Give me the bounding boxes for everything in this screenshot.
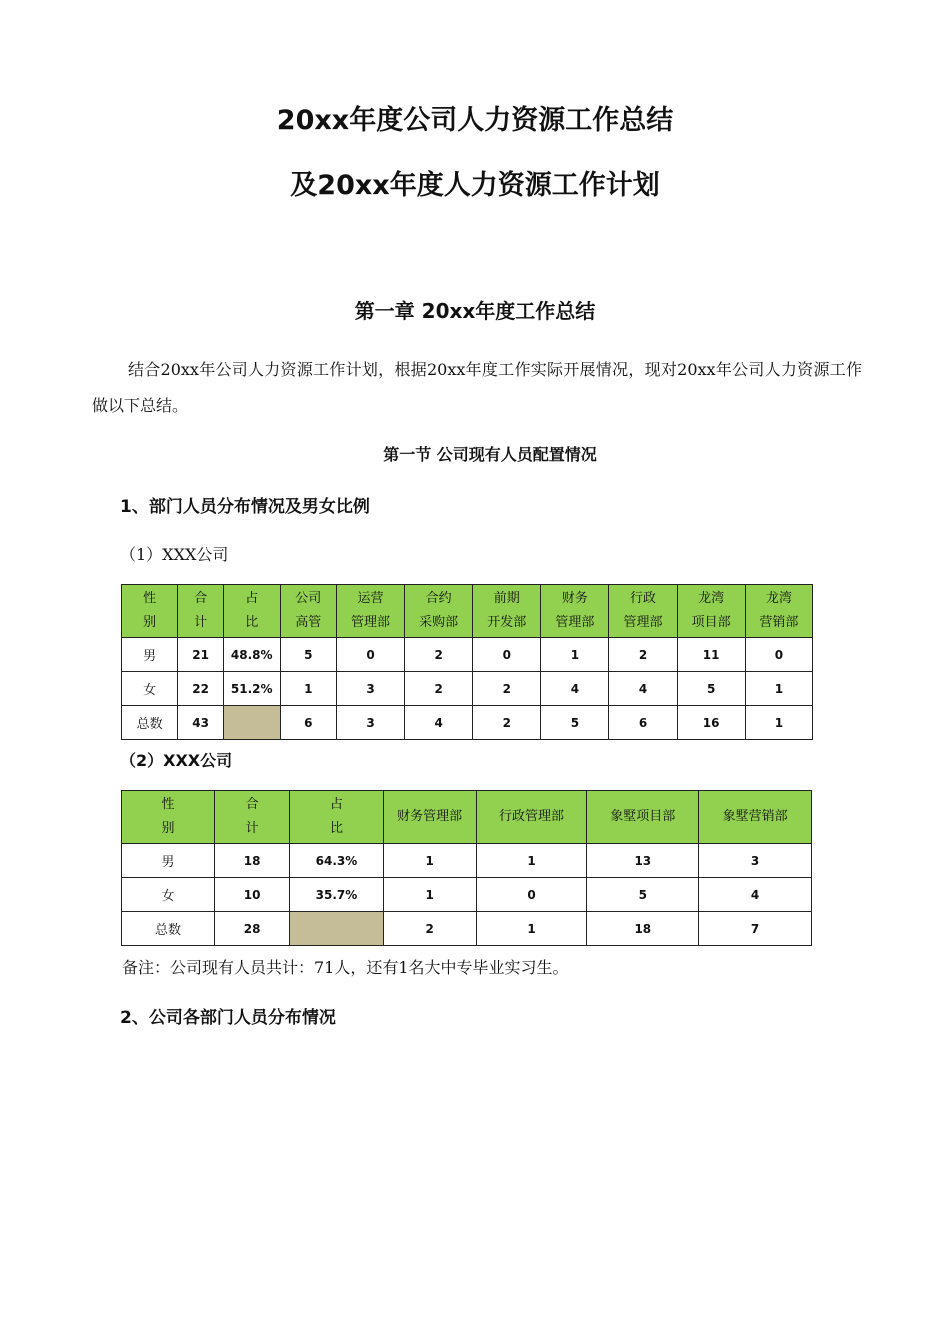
staff-note: 备注：公司现有人员共计：71人，还有1名大中专毕业实习生。 <box>122 958 569 977</box>
table-row <box>122 844 812 878</box>
table-header-cell <box>280 585 336 638</box>
table-row <box>122 672 813 706</box>
table-header-cell <box>178 585 224 638</box>
table-cell: 2 <box>609 638 677 672</box>
table-cell: 2 <box>405 672 473 706</box>
table-header-cell <box>122 791 215 844</box>
header-text: 计 <box>194 615 208 630</box>
table-header-row <box>122 791 812 844</box>
table-cell: 18 <box>587 912 699 946</box>
row-label-cell: 女 <box>122 672 178 706</box>
table-cell: 51.2% <box>223 672 280 706</box>
table-header-cell <box>223 585 280 638</box>
table-cell: 43 <box>178 706 224 740</box>
table-cell: 1 <box>280 672 336 706</box>
table-cell: 10 <box>215 878 290 912</box>
table-cell: 5 <box>587 878 699 912</box>
table-header-cell <box>587 791 699 844</box>
table-cell: 1 <box>745 672 812 706</box>
section-heading: 第一节 公司现有人员配置情况 <box>383 445 597 464</box>
table-row <box>122 878 812 912</box>
table-cell: 4 <box>609 672 677 706</box>
table-cell: 2 <box>473 672 541 706</box>
header-text: 管理部 <box>350 615 390 630</box>
row-label-cell: 男 <box>122 844 215 878</box>
table-row <box>122 706 813 740</box>
header-text: 计 <box>245 821 259 836</box>
table-cell: 48.8% <box>223 638 280 672</box>
item2-heading: 2、公司各部门人员分布情况 <box>120 1008 336 1028</box>
table-cell: 16 <box>677 706 745 740</box>
table-cell: 0 <box>473 638 541 672</box>
item1-heading: 1、部门人员分布情况及男女比例 <box>120 497 370 517</box>
table-header-cell <box>541 585 609 638</box>
header-text: 性 <box>161 797 175 812</box>
table-header-cell <box>336 585 404 638</box>
table-cell: 11 <box>677 638 745 672</box>
header-text: 象墅营销部 <box>722 809 788 824</box>
table-cell: 1 <box>745 706 812 740</box>
header-text: 公司 <box>295 591 322 606</box>
table-cell: 3 <box>336 706 404 740</box>
table-cell: 28 <box>215 912 290 946</box>
table-cell: 2 <box>383 912 476 946</box>
table-header-cell <box>699 791 812 844</box>
table-cell: 1 <box>383 878 476 912</box>
intro-paragraph: 结合20xx年公司人力资源工作计划，根据20xx年度工作实际开展情况，现对20xx年公司人力资源工作做以下总结。 <box>92 360 862 415</box>
table-cell: 2 <box>473 706 541 740</box>
header-text: 采购部 <box>419 615 459 630</box>
header-text: 占 <box>329 797 343 812</box>
row-label-cell: 总数 <box>122 706 178 740</box>
table-header-cell <box>405 585 473 638</box>
table-cell: 4 <box>405 706 473 740</box>
table-cell: 18 <box>215 844 290 878</box>
header-text: 合约 <box>425 591 452 606</box>
table-header-cell <box>473 585 541 638</box>
company1-staff-table <box>121 584 813 740</box>
header-text: 龙湾 <box>698 591 725 606</box>
header-text: 比 <box>329 821 343 836</box>
header-text: 开发部 <box>487 615 527 630</box>
table-cell: 6 <box>280 706 336 740</box>
header-text: 占 <box>245 591 259 606</box>
header-text: 管理部 <box>555 615 595 630</box>
table-cell: 0 <box>336 638 404 672</box>
header-text: 合 <box>194 591 208 606</box>
table-cell: 22 <box>178 672 224 706</box>
table-header-cell <box>745 585 812 638</box>
header-text: 龙湾 <box>765 591 792 606</box>
table-cell: 3 <box>336 672 404 706</box>
header-text: 象墅项目部 <box>610 809 676 824</box>
table-cell: 5 <box>541 706 609 740</box>
company1-label: （1）XXX公司 <box>120 545 229 564</box>
table-header-cell <box>677 585 745 638</box>
header-text: 高管 <box>295 615 322 630</box>
header-text: 别 <box>161 821 175 836</box>
table-cell: 3 <box>699 844 812 878</box>
header-text: 管理部 <box>623 615 663 630</box>
table-cell: 6 <box>609 706 677 740</box>
table-cell: 1 <box>541 638 609 672</box>
table-header-cell <box>609 585 677 638</box>
header-text: 财务管理部 <box>397 809 463 824</box>
header-text: 行政 <box>629 591 656 606</box>
table-header-cell <box>290 791 383 844</box>
chapter-heading: 第一章 20xx年度工作总结 <box>354 299 596 323</box>
row-label-cell: 男 <box>122 638 178 672</box>
table-cell: 0 <box>745 638 812 672</box>
document-title-line2: 及20xx年度人力资源工作计划 <box>290 170 660 201</box>
header-text: 比 <box>245 615 259 630</box>
header-text: 性 <box>143 591 157 606</box>
table-cell: 2 <box>405 638 473 672</box>
table-cell <box>290 912 383 946</box>
table-cell: 35.7% <box>290 878 383 912</box>
table-header-cell <box>383 791 476 844</box>
table-cell: 64.3% <box>290 844 383 878</box>
header-text: 别 <box>143 615 157 630</box>
header-text: 财务 <box>561 591 588 606</box>
table-header-row <box>122 585 813 638</box>
table-header-cell <box>215 791 290 844</box>
table-cell: 4 <box>541 672 609 706</box>
table-header-cell <box>476 791 587 844</box>
row-label-cell: 总数 <box>122 912 215 946</box>
table-cell: 13 <box>587 844 699 878</box>
header-text: 营销部 <box>759 615 799 630</box>
header-text: 运营 <box>357 591 384 606</box>
table-header-cell <box>122 585 178 638</box>
table-cell <box>223 706 280 740</box>
table-cell: 5 <box>677 672 745 706</box>
table-cell: 0 <box>476 878 587 912</box>
table-cell: 7 <box>699 912 812 946</box>
table-row <box>122 912 812 946</box>
table-cell: 4 <box>699 878 812 912</box>
header-text: 合 <box>245 797 259 812</box>
header-text: 前期 <box>493 591 520 606</box>
document-title-line1: 20xx年度公司人力资源工作总结 <box>276 105 674 136</box>
table-cell: 5 <box>280 638 336 672</box>
header-text: 行政管理部 <box>499 809 565 824</box>
table-cell: 21 <box>178 638 224 672</box>
header-text: 项目部 <box>691 615 731 630</box>
table-cell: 1 <box>476 912 587 946</box>
row-label-cell: 女 <box>122 878 215 912</box>
table-cell: 1 <box>383 844 476 878</box>
company2-label: （2）XXX公司 <box>120 751 233 770</box>
company2-staff-table <box>121 790 812 946</box>
table-row <box>122 638 813 672</box>
table-cell: 1 <box>476 844 587 878</box>
